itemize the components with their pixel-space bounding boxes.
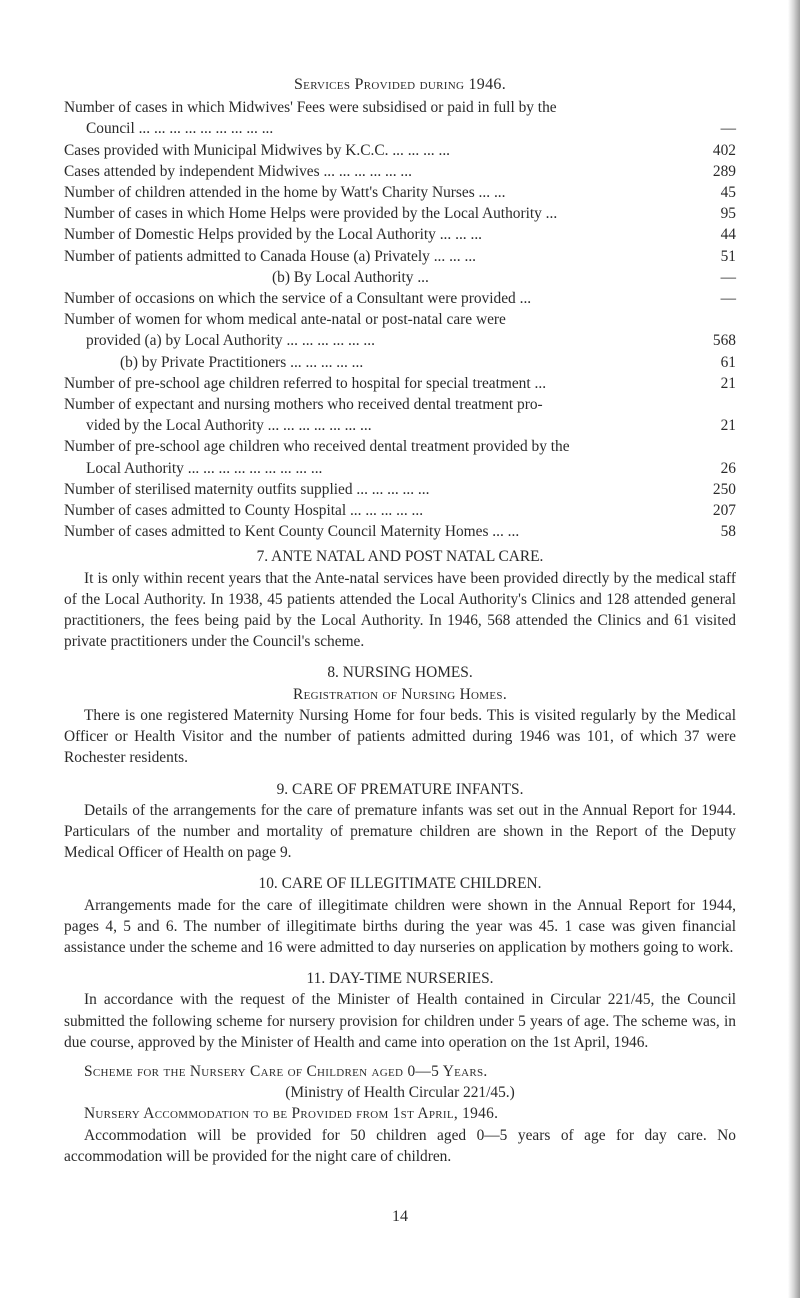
row-value: 44: [720, 226, 736, 244]
row-label: Number of patients admitted to Canada House (a) Privately ... ... ...: [64, 247, 477, 265]
table-row: [64, 352, 736, 373]
table-row: [64, 373, 736, 394]
section-9-heading: 9. CARE OF PREMATURE INFANTS.: [276, 780, 524, 798]
table-row: [64, 267, 736, 288]
table-row: [64, 500, 736, 521]
scheme-reference: (Ministry of Health Circular 221/45.): [285, 1084, 515, 1102]
table-row: [64, 161, 736, 182]
section-9-body: Details of the arrangements for the care of premature infants was set out in the Annual Report for 1944. Particulars of the number and mortality of premature children are shown in the Report of the Deputy Medical Officer of Health on page 9.: [64, 801, 736, 862]
section-8-subheading: Registration of Nursing Homes.: [293, 685, 507, 703]
accommodation-title: Nursery Accommodation to be Provided from 1st April, 1946.: [84, 1105, 499, 1123]
row-label: Number of sterilised maternity outfits supplied ... ... ... ... ...: [64, 480, 430, 498]
row-label-line1: Number of expectant and nursing mothers who received dental treatment pro-: [64, 396, 543, 414]
row-label: Number of occasions on which the service of a Consultant were provided ...: [64, 290, 532, 308]
table-row: [64, 97, 736, 139]
row-value: 61: [720, 353, 736, 371]
row-label-line1: Number of women for whom medical ante-natal or post-natal care were: [64, 311, 506, 329]
row-label-line2: vided by the Local Authority ... ... ... ... ... ... ...: [86, 417, 372, 435]
row-label-line2: Local Authority ... ... ... ... ... ... ... ... ...: [86, 459, 323, 477]
table-row: [64, 521, 736, 542]
table-row: [64, 309, 736, 351]
row-label: Number of Domestic Helps provided by the Local Authority ... ... ...: [64, 226, 483, 244]
row-label-line1: Number of pre-school age children who received dental treatment provided by the: [64, 438, 570, 456]
table-row: [64, 436, 736, 478]
section-7-body: It is only within recent years that the Ante-natal services have been provided directly by the medical staff of the Local Authority. In 1938, 45 patients attended the Local Authority's Clinics and 128 attended general practitioners, the fees being paid by the Local Authority. In 1946, 568 attended the Clinics and 61 visited private practitioners under the Council's scheme.: [64, 569, 736, 651]
row-value: 51: [720, 247, 736, 265]
row-value: 207: [712, 502, 736, 520]
services-title: Services Provided during 1946.: [293, 76, 507, 93]
row-label: Number of pre-school age children referred to hospital for special treatment ...: [64, 374, 547, 392]
page-edge-shadow: [788, 0, 800, 1298]
section-11-body: In accordance with the request of the Minister of Health contained in Circular 221/45, the Council submitted the following scheme for nursery provision for children under 5 years of age. The scheme was, in due course, approved by the Minister of Health and came into operation on the 1st April, 1946.: [64, 991, 736, 1051]
row-value: 45: [720, 184, 736, 202]
table-row: [64, 140, 736, 161]
row-value: 568: [712, 332, 736, 350]
row-label-line2: provided (a) by Local Authority ... ... ... ... ... ...: [86, 332, 375, 350]
row-value: —: [720, 290, 736, 308]
table-row: [64, 203, 736, 224]
row-label: Number of cases admitted to County Hospital ... ... ... ... ...: [64, 502, 424, 520]
row-value: 58: [720, 523, 736, 541]
section-8-body: There is one registered Maternity Nursing Home for four beds. This is visited regularly by the Medical Officer or Health Visitor and the number of patients admitted during 1946 was 101, of which 37 were Rochester residents.: [64, 706, 736, 767]
section-10-heading: 10. CARE OF ILLEGITIMATE CHILDREN.: [258, 875, 542, 893]
row-label: Number of cases admitted to Kent County Council Maternity Homes ... ...: [64, 523, 520, 541]
row-value: —: [720, 120, 736, 138]
row-value: 26: [720, 459, 736, 477]
page-number: 14: [392, 1208, 408, 1225]
section-10-body: Arrangements made for the care of illegitimate children were shown in the Annual Report for 1944, pages 4, 5 and 6. The number of illegitimate births during the year was 45. 1 case was given financial assistance under the scheme and 16 were admitted to day nurseries on application by mothers going to work.: [64, 896, 736, 956]
row-label: (b) By Local Authority ...: [272, 268, 429, 286]
row-value: 95: [720, 205, 736, 223]
table-row: [64, 479, 736, 500]
section-7-heading: 7. ANTE NATAL AND POST NATAL CARE.: [256, 548, 544, 566]
section-8-heading: 8. NURSING HOMES.: [327, 664, 473, 682]
row-label: Cases provided with Municipal Midwives by K.C.C. ... ... ... ...: [64, 141, 451, 159]
table-row: [64, 224, 736, 245]
row-label: Number of cases in which Home Helps were provided by the Local Authority ...: [64, 205, 558, 223]
row-value: 21: [720, 417, 736, 435]
row-label-line2: Council ... ... ... ... ... ... ... ... ...: [86, 120, 274, 138]
row-label-line1: Number of cases in which Midwives' Fees were subsidised or paid in full by the: [64, 99, 557, 117]
table-row: [64, 246, 736, 267]
services-table: [64, 97, 736, 542]
row-value: 21: [720, 374, 736, 392]
row-value: —: [720, 268, 736, 286]
accommodation-body: Accommodation will be provided for 50 children aged 0—5 years of age for day care. No accommodation will be provided for the night care of children.: [64, 1126, 736, 1165]
section-11-heading: 11. DAY-TIME NURSERIES.: [306, 970, 494, 988]
row-label: (b) by Private Practitioners ... ... ... ... ...: [120, 353, 364, 371]
row-label: Number of children attended in the home by Watt's Charity Nurses ... ...: [64, 184, 506, 202]
row-value: 250: [712, 480, 736, 498]
table-row: [64, 288, 736, 309]
table-row: [64, 394, 736, 436]
row-value: 402: [712, 141, 736, 159]
document-page: [64, 74, 736, 1167]
table-row: [64, 182, 736, 203]
scheme-title: Scheme for the Nursery Care of Children aged 0—5 Years.: [84, 1062, 488, 1080]
row-label: Cases attended by independent Midwives ... ... ... ... ... ...: [64, 162, 412, 180]
row-value: 289: [712, 162, 736, 180]
